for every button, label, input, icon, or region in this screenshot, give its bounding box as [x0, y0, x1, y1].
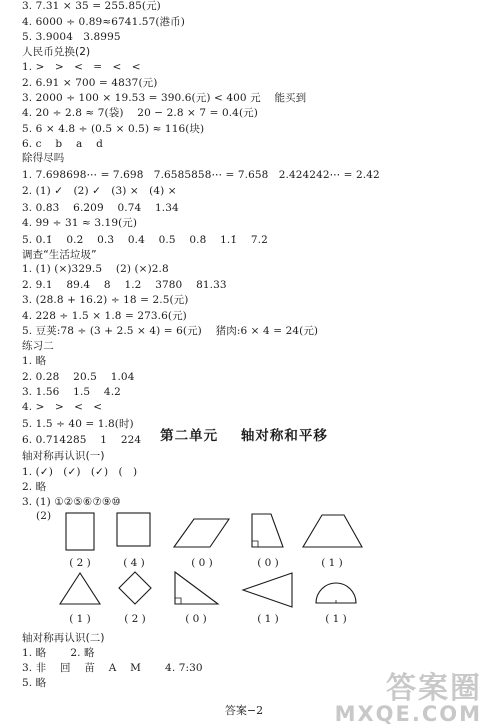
line: 4. 20 ÷ 2.8 ≈ 7(袋) 20 − 2.8 × 7 = 0.4(元): [22, 107, 258, 119]
line: 2. (1) ✓ (2) ✓ (3) × (4) ×: [22, 185, 177, 197]
shape-count: ( 2 ): [69, 557, 91, 569]
watermark-url: MXQE.COM: [334, 702, 482, 726]
line: 4. 228 ÷ 1.5 × 1.8 = 273.6(元): [22, 310, 187, 322]
section-heading: 练习二: [22, 340, 54, 352]
shape-count: ( 4 ): [123, 557, 145, 569]
line: 4. > > < <: [22, 401, 103, 413]
line: 4. 99 ÷ 31 ≈ 3.19(元): [22, 217, 138, 229]
parallelogram-shape: [174, 519, 229, 547]
section-heading: 调查“生活垃圾”: [22, 249, 97, 261]
line: 3. (1) ①②⑤⑥⑦⑨⑩: [22, 496, 121, 508]
line: 4. 6000 ÷ 0.89≈6741.57(港币): [22, 16, 185, 28]
line: 5. 略: [22, 677, 47, 689]
line: 3. (28.8 + 16.2) ÷ 18 = 2.5(元): [22, 294, 189, 306]
section-heading: 人民币兑换(2): [22, 46, 91, 58]
isosceles-triangle-shape: [243, 573, 292, 607]
shape-count: ( 1 ): [325, 613, 347, 625]
shape-count: ( 1 ): [321, 557, 343, 569]
right-angle-mark: [252, 541, 258, 547]
right-trapezoid-shape: [252, 514, 283, 547]
right-angle-mark: [175, 598, 181, 604]
page-footer: 答案−2: [224, 704, 264, 717]
line: 5. 豆荚:78 ÷ (3 + 2.5 × 4) = 6(元) 猪肉:6 × 4 = 24(元): [22, 325, 319, 337]
line: (2): [36, 510, 52, 522]
line: 3. 0.83̇ 6.2̇09̇ 0.74 1.34̇: [22, 202, 179, 214]
line: 1. 略 2. 略: [22, 647, 95, 659]
line: 2. 9.1 89.4 8 1.2 3780 81.33: [22, 279, 227, 291]
shape-count: ( 0 ): [185, 613, 207, 625]
shape-count: ( 2 ): [124, 613, 146, 625]
line: 1. (1) (×)329.5 (2) (×)2.8: [22, 263, 169, 275]
section-heading: 除得尽吗: [22, 152, 65, 164]
section-heading: 轴对称再认识(一): [22, 450, 105, 462]
line: 6. c b a d: [22, 138, 103, 150]
line: 5. 6 × 4.8 ÷ (0.5 × 0.5) ≈ 116(块): [22, 123, 205, 135]
line: 3. 1.56 1.5 4.2: [22, 386, 121, 398]
watermark-logo-text: 答案圈: [386, 671, 482, 706]
watermark: [334, 671, 482, 726]
line: 2. 0.28 20.5 1.04: [22, 371, 135, 383]
shape-count: ( 0 ): [191, 557, 213, 569]
triangle-shape: [60, 573, 100, 604]
line: 1. 略: [22, 355, 47, 367]
trapezoid-shape: [303, 515, 362, 547]
line: 5. 3.9004 3.8995: [22, 31, 121, 43]
line: 1. (✓) (✓) (✓) ( ): [22, 466, 138, 478]
shape-count: ( 1 ): [257, 613, 279, 625]
line: 5. 1.5 ÷ 40 = 1.8(时): [22, 418, 134, 430]
shape-count: ( 0 ): [257, 557, 279, 569]
section-heading: 轴对称再认识(二): [22, 632, 105, 644]
shape-count: ( 1 ): [69, 613, 91, 625]
line: 2. 6.91 × 700 = 4837(元): [22, 77, 158, 89]
line: 3. 7.31 × 35 = 255.85(元): [22, 0, 161, 12]
line: 3. 非 回 苗 A M 4. 7:30: [22, 662, 203, 674]
line: 1. 7.698698⋯ = 7.6̇98̇ 7.6585858⋯ = 7.65̇8̇ 2.424242⋯ = 2.4̇2̇: [22, 169, 380, 181]
line: 6. 0.714285 1 224: [22, 434, 142, 446]
line: 2. 略: [22, 481, 47, 493]
rectangle-shape: [66, 513, 94, 550]
line: 1. > > < = < <: [22, 61, 141, 73]
line: 5. 0.1̇ 0.2̇ 0.3̇ 0.4̇ 0.5̇ 0.8̇ 1.1̇ 7.2̇: [22, 234, 268, 246]
rhombus-shape: [119, 572, 151, 604]
unit-title: 第二单元 轴对称和平移: [160, 428, 328, 444]
line: 3. 2000 ÷ 100 × 19.53 = 390.6(元) < 400 元 能买到: [22, 92, 307, 104]
square-shape: [117, 513, 150, 546]
right-triangle-shape: [175, 572, 218, 604]
